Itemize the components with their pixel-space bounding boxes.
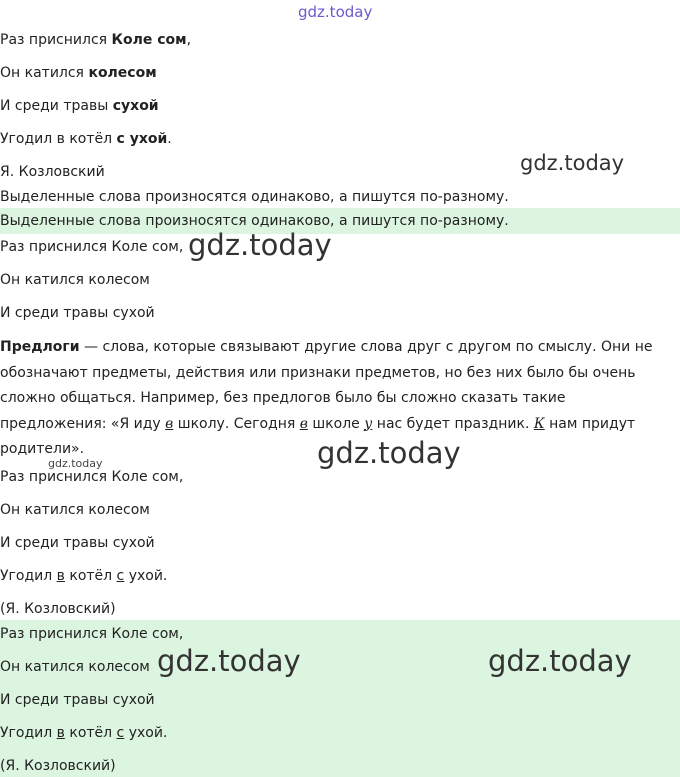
poem3-line-4-text-2: котёл [64,568,117,584]
note-1: Выделенные слова произносятся одинаково, а пишутся по-разному. [0,189,509,205]
poem1-line-4-end: . [167,131,172,147]
note-2: Выделенные слова произносятся одинаково, а пишутся по-разному. [0,213,509,229]
poem3-line-2: Он катился колесом [0,502,150,518]
poem1-line-2-bold: колесом [88,65,157,81]
poem1-line-1-text: Раз приснился [0,32,112,48]
poem3-line-4 [0,566,167,586]
watermark-2: gdz.today [188,228,332,262]
watermark-small: gdz.today [48,457,103,470]
poem3-line-3: И среди травы сухой [0,535,155,551]
preposition-u: у [364,415,373,432]
preposition-v-2: в [299,415,308,432]
prepositions-text-3: школе [307,415,365,432]
watermark-4: gdz.today [157,644,301,678]
poem4-line-2: Он катился колесом [0,659,150,675]
poem1-line-1-end: , [186,32,192,48]
poem2-line-2: Он катился колесом [0,272,150,288]
poem2-line-3: И среди травы сухой [0,305,155,321]
poem1-author: Я. Козловский [0,164,105,180]
prepositions-text-4: нас будет праздник. [372,415,534,432]
watermark-5: gdz.today [488,644,632,678]
preposition-k: К [533,415,545,432]
poem3-line-4-text-3: ухой. [124,568,168,584]
poem1-line-3-bold: сухой [112,98,159,114]
poem1-line-2 [0,63,157,83]
poem4-line-4 [0,723,167,743]
watermark-top: gdz.today [298,3,373,21]
poem3-line-1: Раз приснился Коле сом, [0,469,184,485]
prepositions-text-1: — слова, которые связывают другие слова друг с другом по смыслу. Они не обозначают предметы, действия или признаки предметов, но без них было бы очень сложно общаться. Например, без предлогов было бы сложно сказать такие предложения: «Я иду [0,339,653,432]
watermark-1: gdz.today [520,151,625,175]
poem4-preposition-v: в [56,725,65,741]
poem4-preposition-s: с [116,725,125,741]
prepositions-text-5: нам придут родители». [0,415,636,457]
prepositions-term: Предлоги [0,339,80,355]
poem1-line-1-bold: Коле сом [111,32,187,48]
poem4-line-1: Раз приснился Коле сом, [0,626,184,642]
poem1-line-4-bold: с ухой [116,131,168,147]
poem4-line-4-text-1: Угодил [0,725,57,741]
preposition-v-1: в [165,415,174,432]
poem3-line-4-text-1: Угодил [0,568,57,584]
poem1-line-3-text: И среди травы [0,98,113,114]
poem1-line-3 [0,96,159,116]
poem3-preposition-v: в [56,568,65,584]
poem4-line-4-text-3: ухой. [124,725,168,741]
poem1-line-4-text: Угодил в котёл [0,131,117,147]
poem3-preposition-s: с [116,568,125,584]
poem1-line-4 [0,129,172,149]
poem4-author: (Я. Козловский) [0,758,116,774]
poem1-line-1 [0,30,191,50]
watermark-3: gdz.today [317,436,461,470]
poem4-line-3: И среди травы сухой [0,692,155,708]
prepositions-text-2: школу. Сегодня [173,415,300,432]
poem3-author: (Я. Козловский) [0,601,116,617]
poem1-line-2-text: Он катился [0,65,89,81]
poem2-line-1: Раз приснился Коле сом, [0,239,184,255]
poem4-line-4-text-2: котёл [64,725,117,741]
